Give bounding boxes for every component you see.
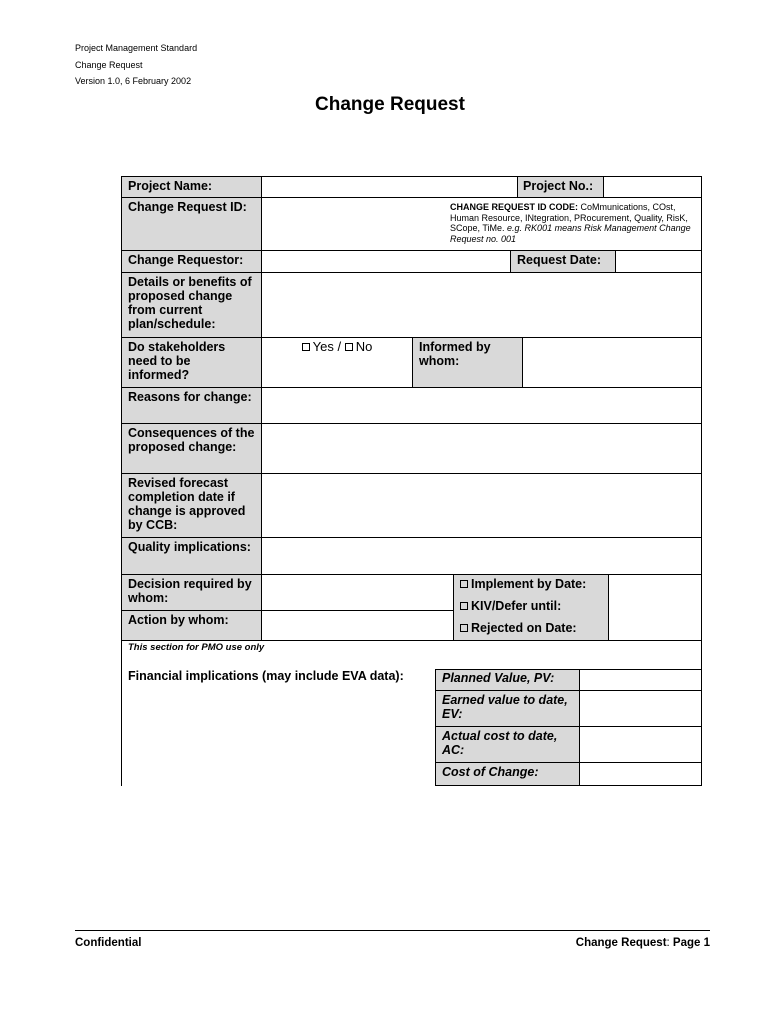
stakeholders-yes-no (262, 338, 412, 387)
project-name-label: Project Name: (122, 177, 261, 197)
header-standard: Project Management Standard (75, 43, 198, 53)
ac-label: Actual cost to date, AC: (436, 727, 579, 762)
checkbox-icon[interactable] (345, 343, 353, 351)
project-no-label: Project No.: (517, 177, 603, 197)
yes-label: Yes (312, 339, 334, 354)
project-no-field[interactable] (604, 177, 701, 197)
pmo-note: This section for PMO use only (128, 642, 265, 653)
footer-rule (75, 930, 710, 931)
yes-no-separator: / (337, 339, 342, 354)
id-code-heading: CHANGE REQUEST ID CODE: (450, 202, 579, 212)
header-version: Version 1.0, 6 February 2002 (75, 76, 192, 86)
implement-option[interactable] (460, 577, 602, 599)
change-request-id-label: Change Request ID: (122, 198, 261, 250)
decision-options (454, 575, 608, 640)
forecast-field[interactable] (262, 474, 701, 537)
financial-label: Financial implications (may include EVA data): (128, 669, 404, 683)
decision-date-field[interactable] (609, 575, 701, 640)
footer-doc-name: Change Request (575, 937, 667, 949)
rejected-option[interactable] (460, 621, 602, 639)
informed-by-label: Informed by whom: (413, 338, 522, 387)
checkbox-icon[interactable] (460, 580, 468, 588)
checkbox-icon[interactable] (460, 624, 468, 632)
reasons-field[interactable] (262, 388, 701, 423)
checkbox-icon[interactable] (460, 602, 468, 610)
id-code-text: CoMmunications, COst, Human Resource, INtegration, PRocurement, Quality, RisK, SCope, TiMe. (450, 202, 688, 233)
header-doc-name: Change Request (75, 60, 143, 70)
informed-by-field[interactable] (523, 338, 701, 387)
footer-separator: : (666, 937, 673, 949)
id-code-note (450, 202, 698, 244)
change-requestor-field[interactable] (262, 251, 510, 272)
page-title: Change Request (315, 94, 465, 115)
pv-label: Planned Value, PV: (436, 669, 579, 690)
kiv-label: KIV/Defer until: (471, 599, 562, 613)
no-label: No (355, 339, 373, 354)
checkbox-icon[interactable] (302, 343, 310, 351)
cost-label: Cost of Change: (436, 763, 579, 785)
project-name-field[interactable] (262, 177, 517, 197)
pv-field[interactable] (580, 669, 701, 690)
id-code-example: e.g. RK001 means Risk Management Change Request no. 001 (450, 223, 691, 244)
stakeholders-label: Do stakeholders need to be informed? (122, 338, 261, 387)
quality-label: Quality implications: (122, 538, 261, 574)
ev-field[interactable] (580, 691, 701, 726)
ev-label: Earned value to date, EV: (436, 691, 579, 726)
cost-field[interactable] (580, 763, 701, 785)
action-label: Action by whom: (122, 611, 261, 640)
quality-field[interactable] (262, 538, 701, 574)
change-request-id-field[interactable] (262, 198, 701, 250)
ac-field[interactable] (580, 727, 701, 762)
details-label: Details or benefits of proposed change from current plan/schedule: (122, 273, 261, 337)
rejected-label: Rejected on Date: (471, 621, 577, 635)
reasons-label: Reasons for change: (122, 388, 261, 423)
footer-page-number: Page 1 (672, 937, 710, 949)
change-requestor-label: Change Requestor: (122, 251, 261, 272)
footer-confidential: Confidential (75, 937, 142, 949)
decision-label: Decision required by whom: (122, 575, 261, 610)
implement-label: Implement by Date: (471, 577, 587, 591)
decision-field[interactable] (262, 575, 453, 610)
request-date-label: Request Date: (511, 251, 615, 272)
consequences-label: Consequences of the proposed change: (122, 424, 261, 473)
action-field[interactable] (262, 611, 453, 640)
kiv-option[interactable] (460, 599, 602, 621)
footer-page (576, 937, 710, 949)
consequences-field[interactable] (262, 424, 701, 473)
request-date-field[interactable] (616, 251, 701, 272)
details-field[interactable] (262, 273, 701, 337)
forecast-label: Revised forecast completion date if change is approved by CCB: (122, 474, 261, 537)
